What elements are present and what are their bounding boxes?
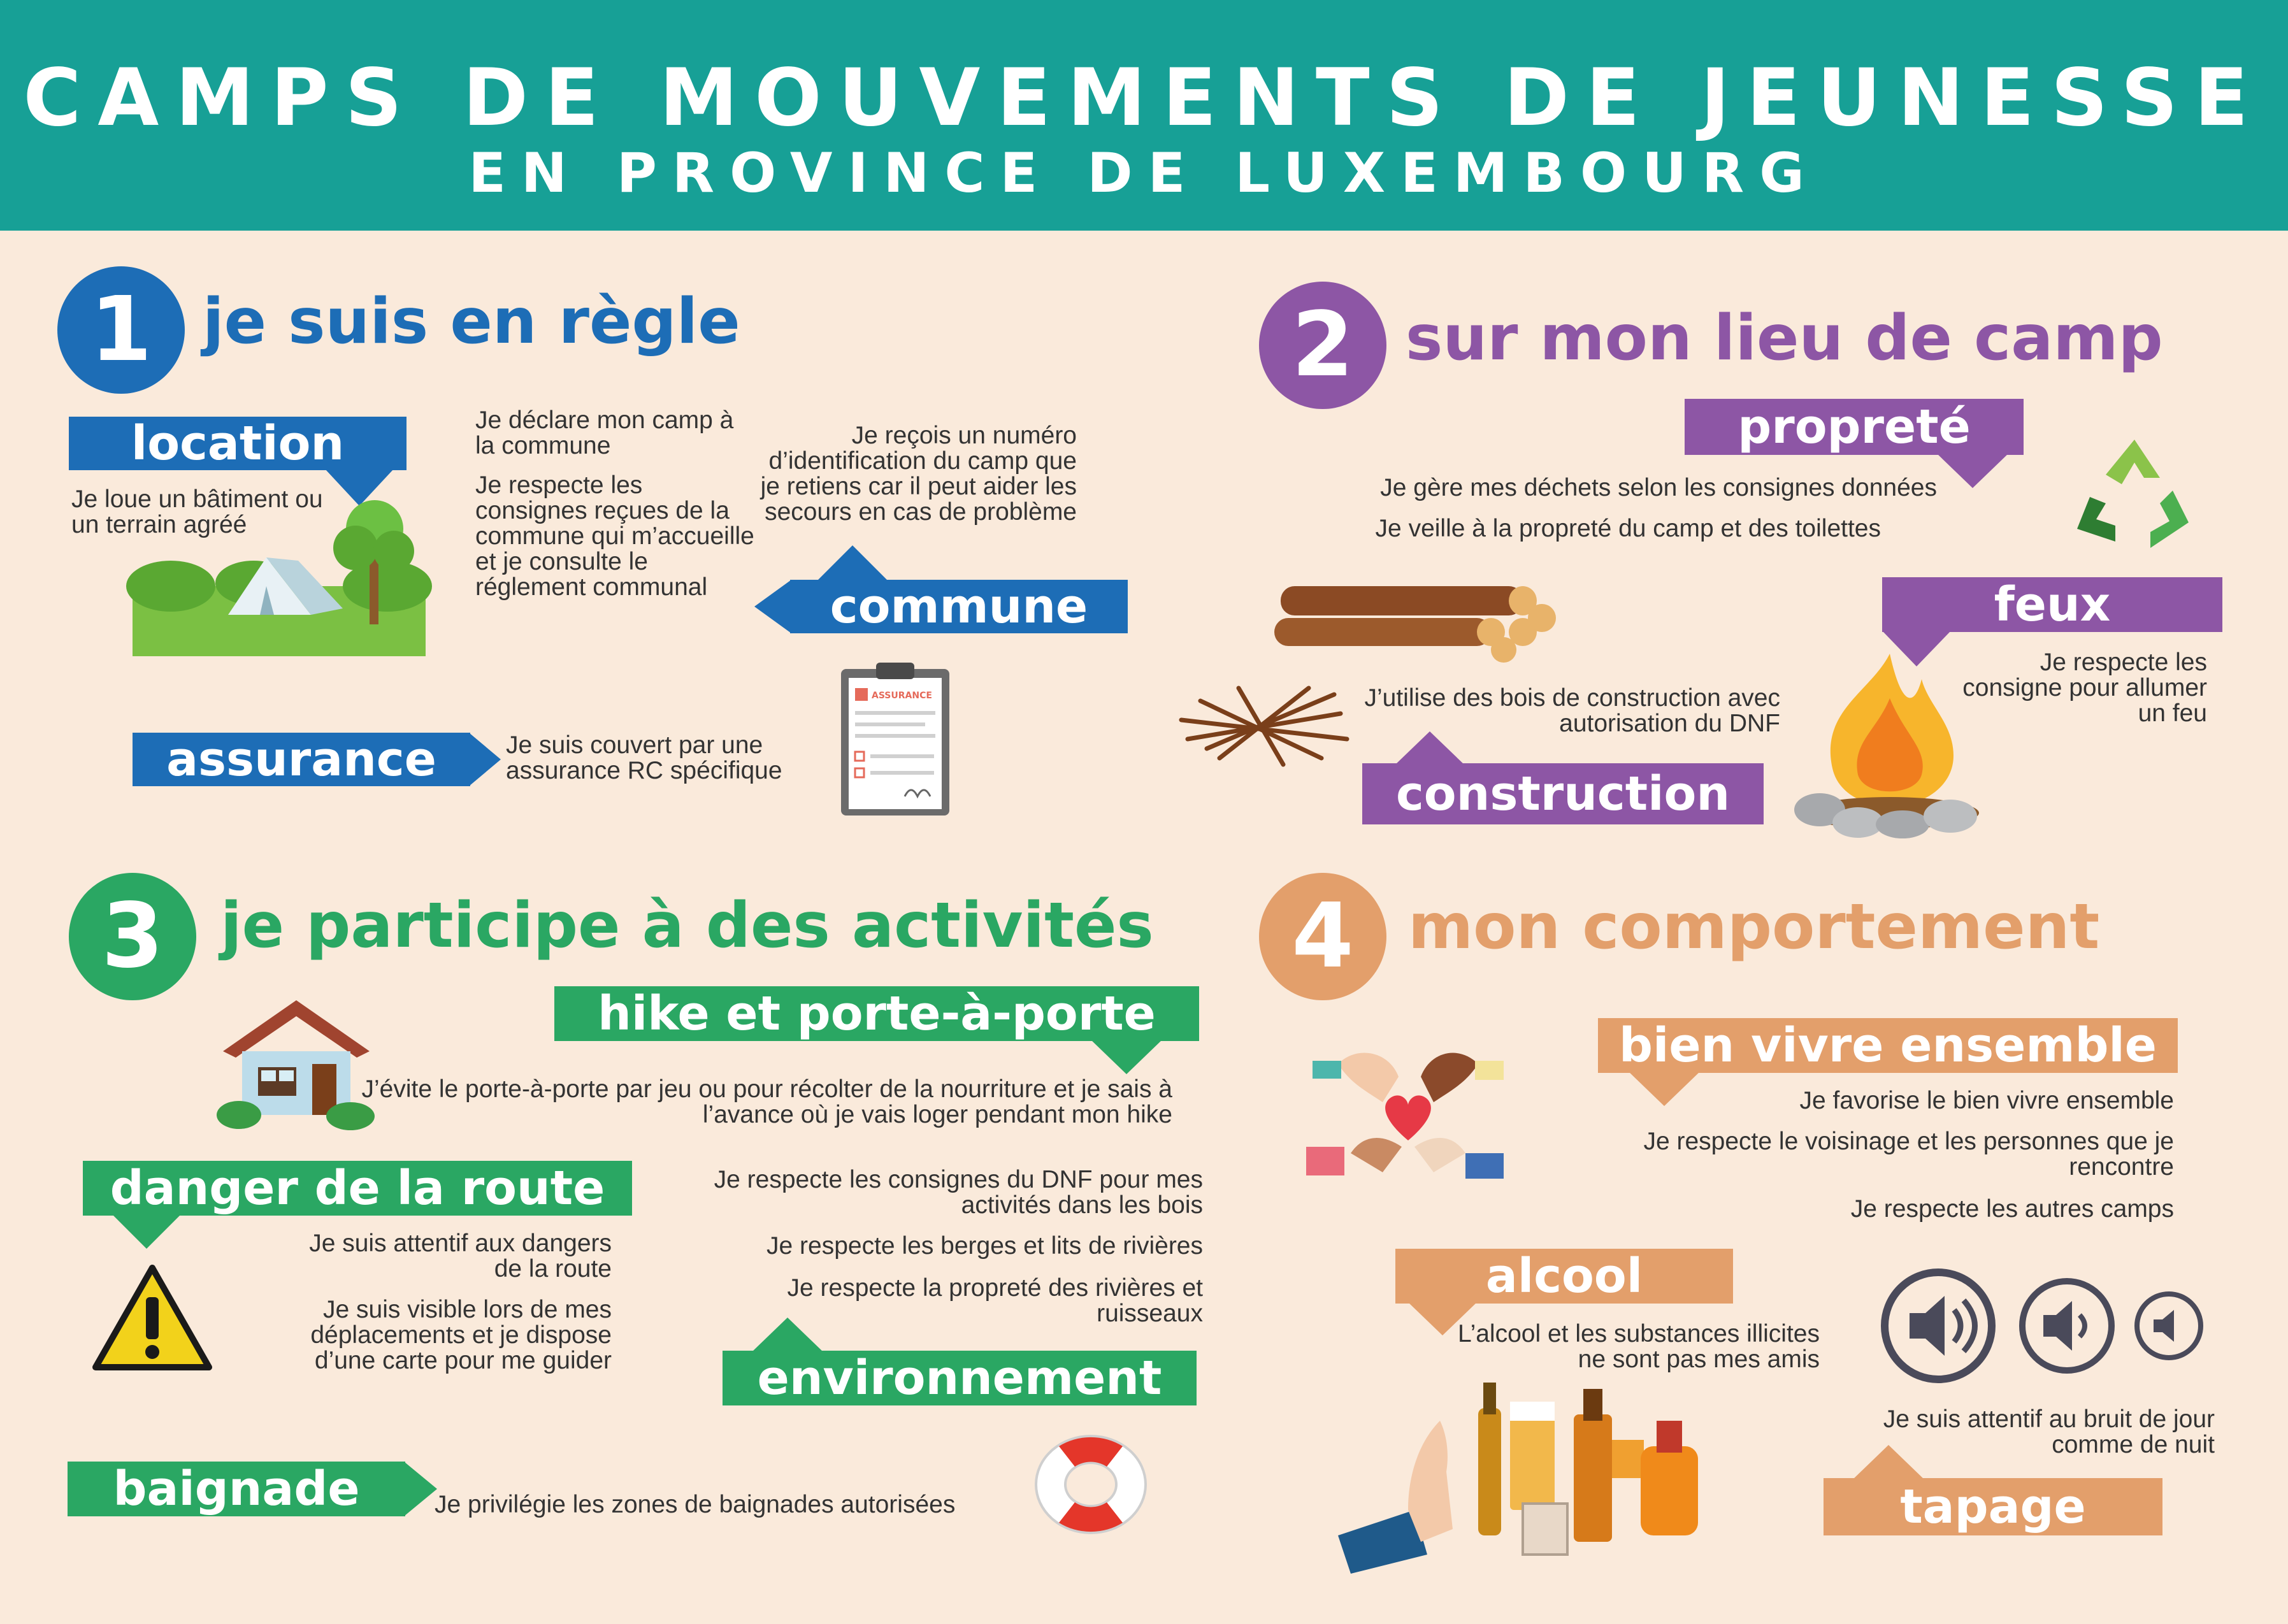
construction-text: J’utilise des bois de construction avec autorisation du DNF	[1364, 684, 1780, 737]
poster-title: CAMPS DE MOUVEMENTS DE JEUNESSE	[23, 52, 2265, 144]
campfire-icon	[1794, 654, 1985, 838]
tapage-label-pointer	[1853, 1445, 1924, 1479]
proprete-label: propreté	[1685, 399, 2024, 455]
logs-illustration	[1274, 586, 1561, 663]
commune-text-declare: Je déclare mon camp à la commune	[475, 406, 734, 459]
commune-label-arrow	[754, 580, 791, 633]
header-banner	[0, 0, 2288, 231]
ensemble-text-favorise: Je favorise le bien vivre ensemble	[1799, 1087, 2174, 1114]
baignade-label-arrow	[404, 1462, 437, 1516]
environnement-text-proprete: Je respecte la propreté des rivières et ruisseaux	[787, 1274, 1203, 1327]
volume-low-icon	[2137, 1294, 2201, 1358]
commune-text-identification: Je reçois un numéro d’identification du camp que je retiens car il peut aider les secours en cas de problème	[760, 422, 1077, 526]
insurance-doc-title: ASSURANCE	[872, 691, 932, 701]
baignade-text: Je privilégie les zones de baignades autorisées	[435, 1491, 956, 1518]
location-label: location	[69, 417, 407, 470]
proprete-label-pointer	[1937, 454, 2008, 488]
section-4-number: 4	[1259, 873, 1386, 1000]
proprete-text-toilettes: Je veille à la propreté du camp et des toilettes	[1375, 515, 1881, 542]
section-1-number: 1	[57, 266, 185, 394]
commune-label-pointer	[817, 545, 888, 581]
volume-icons	[1881, 1265, 2212, 1386]
section-2-number: 2	[1259, 282, 1386, 409]
construction-label-pointer	[1395, 731, 1464, 765]
camping-tent-illustration	[133, 503, 432, 656]
section-3-title: je participe à des activités	[220, 889, 1154, 962]
ensemble-text-camps: Je respecte les autres camps	[1850, 1195, 2174, 1223]
lifebuoy-icon	[1033, 1434, 1148, 1535]
tapage-label: tapage	[1824, 1478, 2162, 1535]
ensemble-text-voisinage: Je respecte le voisinage et les personnes que je rencontre	[1643, 1128, 2174, 1181]
assurance-text: Je suis couvert par une assurance RC spécifique	[506, 731, 782, 784]
feux-text: Je respecte les consigne pour allumer un feu	[1962, 649, 2207, 727]
hike-text: J’évite le porte-à-porte par jeu ou pour récolter de la nourriture et je sais à l’avance où je vais loger pendant mon hike	[361, 1075, 1172, 1128]
volume-medium-icon	[2022, 1281, 2112, 1370]
alcool-text: L’alcool et les substances illicites ne sont pas mes amis	[1458, 1320, 1820, 1373]
insurance-clipboard-icon	[841, 663, 949, 816]
assurance-label-arrow	[469, 733, 501, 786]
warning-sign-icon	[92, 1264, 213, 1371]
hike-label: hike et porte-à-porte	[554, 986, 1199, 1041]
section-4-title: mon comportement	[1408, 891, 2100, 963]
environnement-label: environnement	[723, 1351, 1197, 1405]
baignade-label: baignade	[68, 1462, 405, 1516]
volume-high-icon	[1885, 1272, 1992, 1379]
proprete-text-dechets: Je gère mes déchets selon les consignes données	[1380, 474, 1937, 501]
commune-label: commune	[790, 580, 1128, 633]
ensemble-label: bien vivre ensemble	[1598, 1018, 2178, 1073]
location-text: Je loue un bâtiment ou un terrain agréé	[71, 485, 323, 538]
section-3-number: 3	[69, 873, 196, 1000]
assurance-label: assurance	[133, 733, 470, 786]
route-text-visible: Je suis visible lors de mes déplacements et je dispose d’une carte pour me guider	[310, 1296, 612, 1374]
hike-label-pointer	[1091, 1040, 1162, 1074]
tapage-text: Je suis attentif au bruit de jour comme de nuit	[1883, 1405, 2215, 1458]
environnement-text-dnf: Je respecte les consignes du DNF pour mes activités dans les bois	[714, 1166, 1203, 1219]
environnement-label-pointer	[752, 1318, 823, 1352]
route-label-pointer	[112, 1214, 181, 1249]
recycle-icon	[2077, 440, 2192, 548]
feux-label: feux	[1882, 577, 2222, 632]
poster-subtitle: EN PROVINCE DE LUXEMBOURG	[468, 141, 1820, 205]
environnement-text-berges: Je respecte les berges et lits de rivières	[766, 1232, 1203, 1260]
route-text-attentif: Je suis attentif aux dangers de la route	[309, 1230, 612, 1283]
house-icon	[223, 1000, 370, 1128]
hands-heart-icon	[1293, 1038, 1523, 1185]
section-1-title: je suis en règle	[203, 285, 740, 358]
route-label: danger de la route	[83, 1161, 632, 1216]
commune-text-respect: Je respecte les consignes reçues de la commune qui m’accueille et je consulte le réglement communal	[475, 471, 754, 601]
construction-label: construction	[1362, 763, 1764, 824]
alcohol-refusal-illustration	[1338, 1383, 1708, 1574]
section-2-title: sur mon lieu de camp	[1406, 302, 2163, 375]
alcool-label: alcool	[1395, 1249, 1733, 1304]
